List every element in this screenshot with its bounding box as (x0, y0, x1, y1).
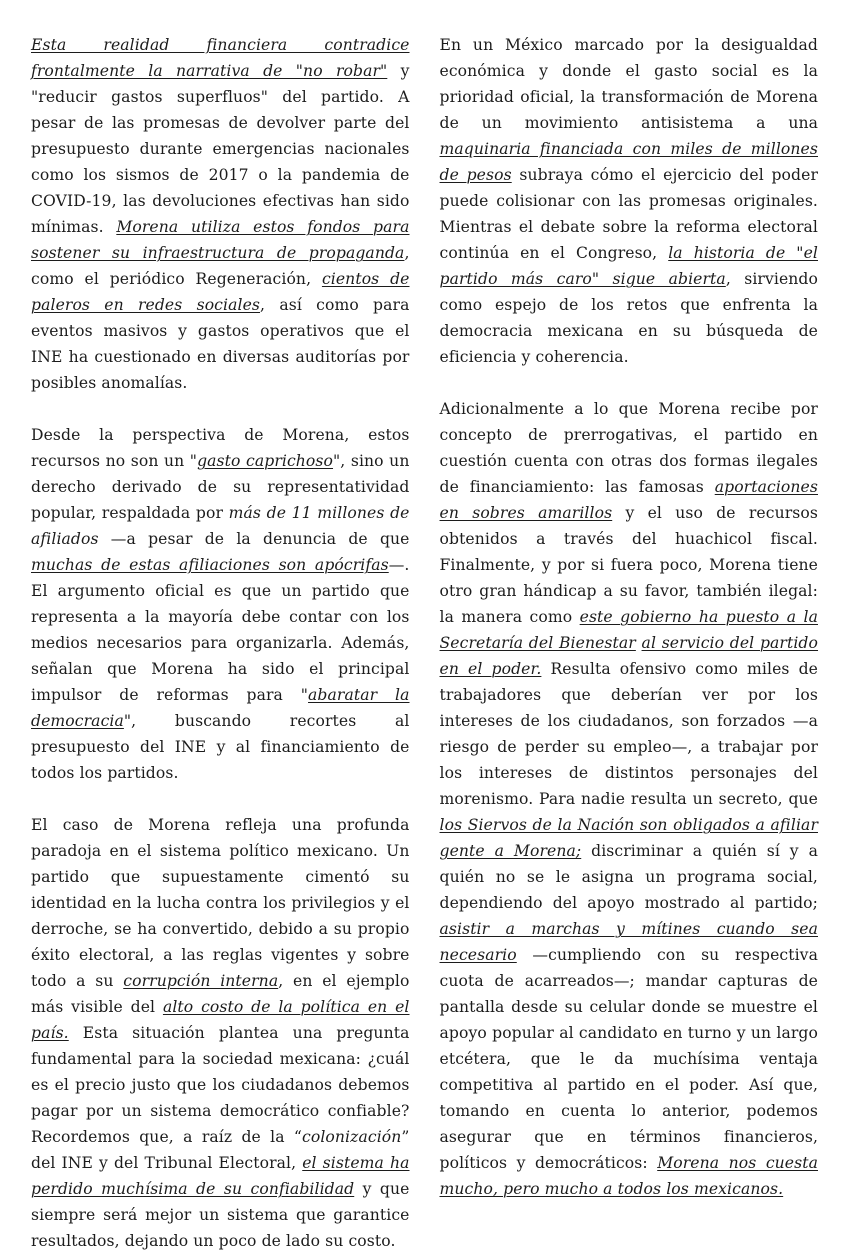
body-text: —cumpliendo con su respectiva cuota de acarreados—; mandar capturas de pantalla desde su celular donde se muestre el apoyo popular al candidato en turno y un largo etcétera, que le da muchísima ventaja competitiva al partido en el poder. Así que, tomando en cuenta lo anterior, podemos asegurar que en términos financieros, políticos y democráticos: (439, 946, 818, 1172)
article-link[interactable]: asistir a marchas y mítines cuando sea necesario (439, 920, 818, 964)
body-text: Adicionalmente a lo que Morena recibe por concepto de prerrogativas, el partido en cuestión cuenta con otras dos formas ilegales de financiamiento: las famosas (439, 400, 818, 496)
article-link[interactable]: corrupción interna (123, 972, 279, 990)
body-text: y el uso de recursos obtenidos a través del huachicol fiscal. Finalmente, y por si fuera poco, Morena tiene otro gran hándicap a su favor, también ilegal: la manera como (439, 504, 818, 626)
article-link[interactable]: aportaciones en sobres amarillos (439, 478, 818, 522)
paragraph-right-2 (440, 396, 819, 1202)
article-link[interactable]: alto costo de la política en el país. (31, 998, 410, 1042)
article-link[interactable]: gasto caprichoso (197, 452, 334, 470)
body-text: —a pesar de la denuncia de que (98, 530, 410, 548)
article-link[interactable]: este gobierno ha puesto a la Secretaría del Bienestar (439, 608, 818, 652)
body-text: , sirviendo como espejo de los retos que enfrenta la democracia mexicana en su búsqueda de eficiencia y coherencia. (439, 270, 818, 366)
paragraph-left-3 (31, 812, 410, 1254)
article-link[interactable]: muchas de estas afiliaciones son apócrifas (31, 556, 389, 574)
body-text: , en el ejemplo más visible del (31, 972, 410, 1016)
body-text: ", buscando recortes al presupuesto del INE y al financiamiento de todos los partidos. (31, 712, 410, 782)
article-link[interactable]: Morena utiliza estos fondos para sostener su infraestructura de propaganda (31, 218, 410, 262)
body-text: , así como para eventos masivos y gastos operativos que el INE ha cuestionado en diversas auditorías por posibles anomalías. (31, 296, 410, 392)
body-text: y que siempre será mejor un sistema que garantice resultados, dejando un poco de lado su costo. (31, 1180, 410, 1250)
article-link[interactable]: el sistema ha perdido muchísima de su confiabilidad (31, 1154, 410, 1198)
article-link[interactable]: abaratar la democracia (31, 686, 410, 730)
article-link[interactable]: Esta realidad financiera contradice frontalmente la narrativa de "no robar" (31, 36, 410, 80)
emphasis-text: más de 11 millones de afiliados (31, 504, 410, 548)
article-link[interactable]: cientos de paleros en redes sociales (31, 270, 410, 314)
body-text: El caso de Morena refleja una profunda paradoja en el sistema político mexicano. Un partido que supuestamente cimentó su identidad en la lucha contra los privilegios y el derroche, se ha convertido, debido a su propio éxito electoral, a las reglas vigentes y sobre todo a su (31, 816, 410, 990)
left-column (31, 32, 410, 1250)
right-column (440, 32, 819, 1200)
body-text: —. El argumento oficial es que un partido que representa a la mayoría debe contar con los medios necesarios para organizarla. Además, señalan que Morena ha sido el principal impulsor de reformas para " (31, 556, 410, 704)
body-text: , como el periódico Regeneración, (31, 244, 410, 288)
body-text: ", sino un derecho derivado de su representatividad popular, respaldada por (31, 452, 410, 522)
body-text: y "reducir gastos superfluos" del partido. A pesar de las promesas de devolver parte del presupuesto durante emergencias nacionales como los sismos de 2017 o la pandemia de COVID-19, las devoluciones efectivas han sido mínimas. (31, 62, 410, 236)
body-text: Desde la perspectiva de Morena, estos recursos no son un " (31, 426, 410, 470)
body-text: discriminar a quién sí y a quién no se le asigna un programa social, dependiendo del apoyo mostrado al partido; (439, 842, 818, 912)
body-text: En un México marcado por la desigualdad económica y donde el gasto social es la prioridad oficial, la transformación de Morena de un movimiento antisistema a una (439, 36, 818, 132)
emphasis-text: colonización (302, 1128, 402, 1146)
article-link[interactable]: los Siervos de la Nación son obligados a afiliar gente a Morena; (439, 816, 818, 860)
article-link[interactable]: Morena nos cuesta mucho, pero mucho a todos los mexicanos. (439, 1154, 818, 1198)
article-link[interactable]: maquinaria financiada con miles de millones de pesos (439, 140, 818, 184)
body-text: Resulta ofensivo como miles de trabajadores que deberían ver por los intereses de los ciudadanos, son forzados —a riesgo de perder su empleo—, a trabajar por los intereses de distintos personajes del morenismo. Para nadie resulta un secreto, que (439, 660, 818, 808)
article-link[interactable]: la historia de "el partido más caro" sigue abierta (439, 244, 818, 288)
body-text: Esta situación plantea una pregunta fundamental para la sociedad mexicana: ¿cuál es el precio justo que los ciudadanos debemos pagar por un sistema democrático confiable? Recordemos que, a raíz de la “ (31, 1024, 410, 1146)
paragraph-left-1 (31, 32, 410, 396)
body-text: ” del INE y del Tribunal Electoral, (31, 1128, 410, 1172)
article-link[interactable]: al servicio del partido en el poder. (439, 634, 819, 678)
paragraph-right-1 (440, 32, 819, 370)
body-text: subraya cómo el ejercicio del poder puede colisionar con las promesas originales. Mientras el debate sobre la reforma electoral continúa en el Congreso, (439, 166, 818, 262)
paragraph-left-2 (31, 422, 410, 786)
